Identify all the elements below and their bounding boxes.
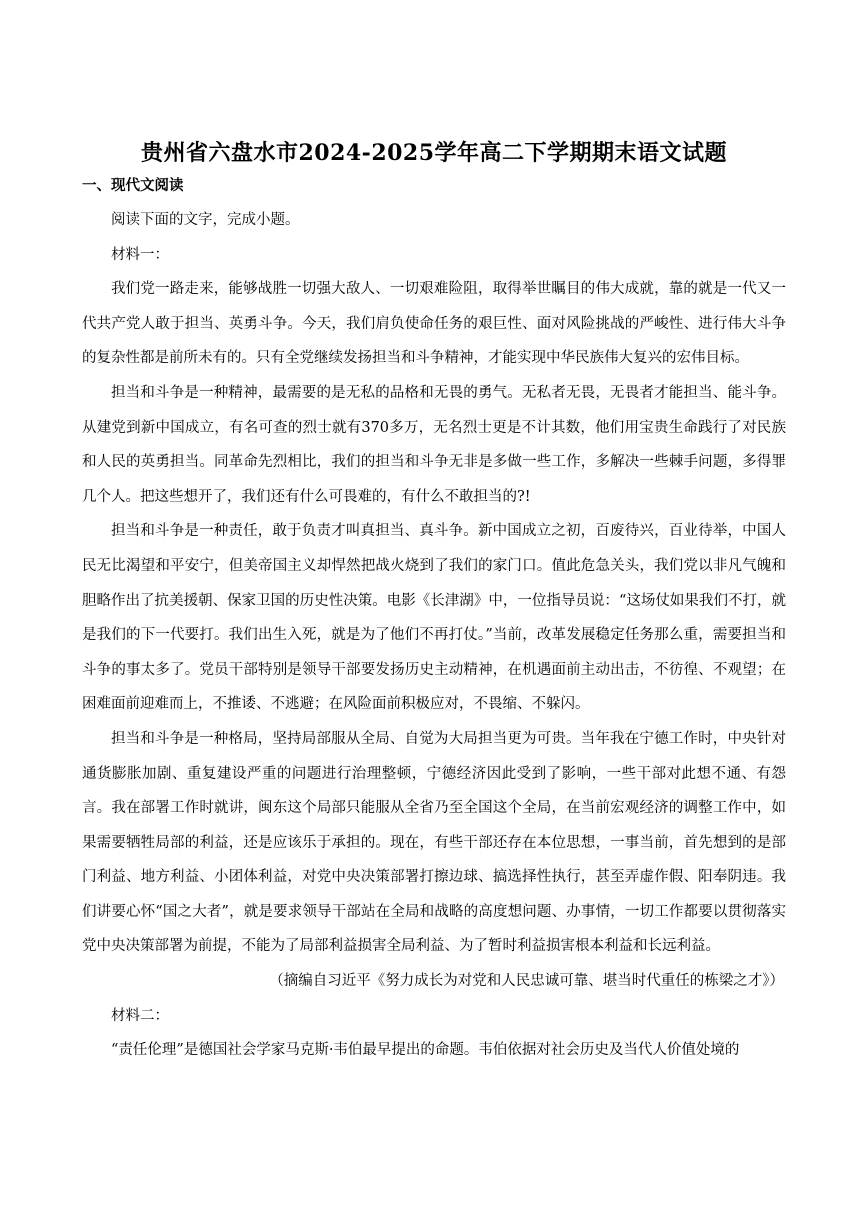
- section-heading: 一、现代文阅读: [82, 178, 184, 194]
- source-citation: （摘编自习近平《努力成长为对党和人民忠诚可靠、堪当时代重任的栋梁之才》）: [269, 973, 784, 990]
- paragraph: “责任伦理”是德国社会学家马克斯·韦伯最早提出的命题。韦伯依据对社会历史及当代人价值处境的: [111, 1042, 740, 1059]
- paragraph: 担当和斗争是一种责任，敢于负责才叫真担当、真斗争。新中国成立之初，百废待兴，百业待举，中国人民无比渴望和平安宁，但美帝国主义却悍然把战火烧到了我们的家门口。值此危急关头，我们党以非凡气魄和胆略作出了抗美援朝、保家卫国的历史性决策。电影《长津湖》中，一位指导员说：“这场仗如果我们不打，就是我们的下一代要打。我们出生入死，就是为了他们不再打仗。”当前，改革发展稳定任务那么重，需要担当和斗争的事太多了。党员干部特别是领导干部要发扬历史主动精神，在机遇面前主动出击，不彷徨、不观望；在困难面前迎难而上，不推诿、不逃避；在风险面前积极应对，不畏缩、不躲闪。: [82, 523, 786, 713]
- material-1-label: 材料一：: [111, 246, 169, 263]
- paragraph: 担当和斗争是一种精神，最需要的是无私的品格和无畏的勇气。无私者无畏，无畏者才能担当、能斗争。从建党到新中国成立，有名可查的烈士就有370多万，无名烈士更是不计其数，他们用宝贵生命践行了对民族和人民的英勇担当。同革命先烈相比，我们的担当和斗争无非是多做一些工作，多解决一些棘手问题，多得罪几个人。把这些想开了，我们还有什么可畏难的，有什么不敢担当的?!: [82, 384, 786, 505]
- paragraph: 我们党一路走来，能够战胜一切强大敌人、一切艰难险阻，取得举世瞩目的伟大成就，靠的就是一代又一代共产党人敢于担当、英勇斗争。今天，我们肩负使命任务的艰巨性、面对风险挑战的严峻性、进行伟大斗争的复杂性都是前所未有的。只有全党继续发扬担当和斗争精神，才能实现中华民族伟大复兴的宏伟目标。: [82, 281, 786, 367]
- material-2-label: 材料二：: [111, 1007, 169, 1024]
- document-title: 贵州省六盘水市2024-2025学年高二下学期期末语文试题: [140, 140, 728, 166]
- instruction-text: 阅读下面的文字，完成小题。: [111, 212, 300, 228]
- document-body: [82, 203, 786, 1068]
- paragraph: 担当和斗争是一种格局，坚持局部服从全局、自觉为大局担当更为可贵。当年我在宁德工作时，中央针对通货膨胀加剧、重复建设严重的问题进行治理整顿，宁德经济因此受到了影响，一些干部对此想不通、有怨言。我在部署工作时就讲，闽东这个局部只能服从全省乃至全国这个全局，在当前宏观经济的调整工作中，如果需要牺牲局部的利益，还是应该乐于承担的。现在，有些干部还存在本位思想，一事当前，首先想到的是部门利益、地方利益、小团体利益，对党中央决策部署打擦边球、搞选择性执行，甚至弄虚作假、阳奉阴违。我们讲要心怀“国之大者”，就是要求领导干部站在全局和战略的高度想问题、办事情，一切工作都要以贯彻落实党中央决策部署为前提，不能为了局部利益损害全局利益、为了暂时利益损害根本利益和长远利益。: [82, 730, 786, 955]
